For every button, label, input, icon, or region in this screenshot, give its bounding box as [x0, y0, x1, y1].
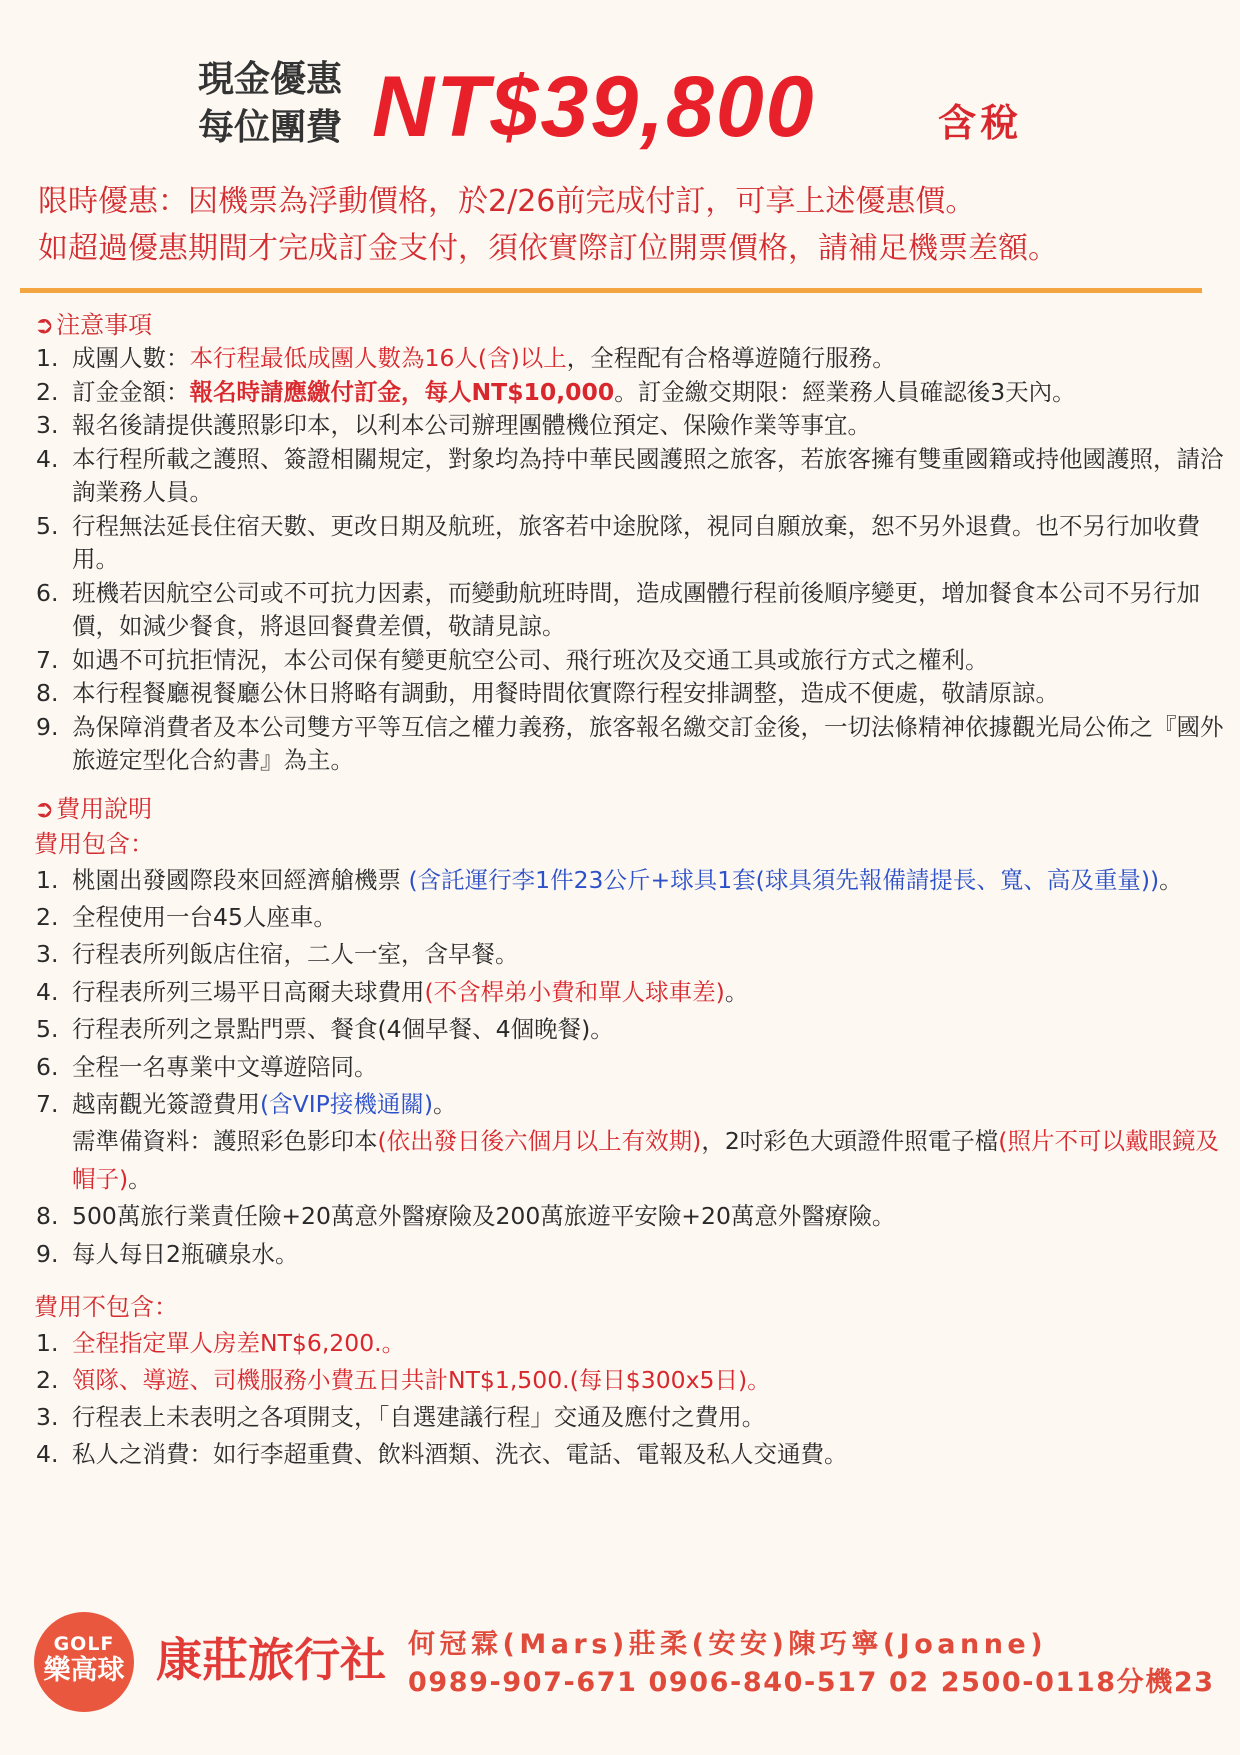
list-item — [34, 862, 1224, 899]
item-number: 8. — [36, 1202, 59, 1231]
item-text: 。 — [128, 1164, 152, 1193]
item-number: 3. — [36, 411, 59, 439]
item-label: 成團人數： — [72, 344, 190, 372]
included-title: 費用包含： — [34, 829, 154, 858]
item-text: 桃園出發國際段來回經濟艙機票 — [72, 865, 409, 894]
contacts — [408, 1626, 1215, 1702]
price-caption-line2: 每位團費 — [198, 107, 343, 148]
agency-name: 康莊旅行社 — [156, 1633, 386, 1687]
promo-line2: 如超過優惠期間才完成訂金支付，須依實際訂位開票價格，請補足機票差額。 — [38, 231, 1058, 266]
contact-phones: 0989-907-671 0906-840-517 02 2500-0118分機23 — [408, 1667, 1215, 1698]
list-item — [34, 936, 1224, 973]
notes-heading — [34, 308, 1224, 342]
contact-names: 何冠霖(Mars)莊柔(安安)陳巧寧(Joanne) — [408, 1629, 1048, 1660]
item-number: 1. — [36, 344, 59, 372]
tax-label: 含稅 — [938, 101, 1023, 145]
fees-heading — [34, 792, 1224, 826]
item-note: (含託運行李1件23公斤+球具1套(球具須先報備請提長、寬、高及重量)) — [408, 865, 1160, 894]
list-item — [34, 1198, 1224, 1235]
promo-notice — [38, 178, 1218, 272]
notes-list — [34, 342, 1224, 778]
item-number: 5. — [36, 511, 59, 540]
item-number: 6. — [36, 578, 59, 607]
logo-golf-text: GOLF — [53, 1633, 115, 1655]
item-text: 本行程所載之護照、簽證相關規定，對象均為持中華民國護照之旅客，若旅客擁有雙重國籍或持他國護照，請洽詢業務人員。 — [72, 444, 1224, 506]
list-item — [34, 1049, 1224, 1086]
item-text: ，2吋彩色大頭證件照電子檔 — [701, 1127, 999, 1156]
item-number: 8. — [36, 679, 59, 707]
notes-title: 注意事項 — [56, 311, 153, 339]
item-text: 為保障消費者及本公司雙方平等互信之權力義務，旅客報名繳交訂金後，一切法條精神依據觀光局公佈之『國外旅遊定型化合約書』為主。 — [72, 712, 1224, 774]
item-text: 全程使用一台45人座車。 — [72, 902, 337, 931]
arrow-icon: ➲ — [34, 794, 55, 823]
item-text: 行程表所列三場平日高爾夫球費用 — [72, 977, 425, 1006]
list-item — [34, 899, 1224, 936]
price-caption — [198, 56, 368, 152]
item-highlight: 報名時請應繳付訂金，每人NT$10,000 — [189, 377, 615, 406]
item-label: 訂金金額： — [72, 377, 190, 406]
list-item — [34, 1399, 1224, 1436]
list-item — [34, 510, 1224, 577]
item-number: 3. — [36, 1402, 59, 1431]
item-number: 5. — [36, 1015, 59, 1044]
included-list — [34, 862, 1224, 1273]
item-text: 需準備資料：護照彩色影印本 — [72, 1127, 378, 1156]
item-number: 1. — [36, 1328, 59, 1357]
price-caption-line1: 現金優惠 — [198, 59, 343, 100]
item-note: (含VIP接機通關) — [260, 1089, 434, 1118]
item-text: 全程一名專業中文導遊陪同。 — [72, 1052, 378, 1081]
list-item — [34, 342, 1224, 376]
logo-brand-text: 樂高球 — [43, 1655, 125, 1686]
item-number: 6. — [36, 1052, 59, 1081]
item-text: 行程表上未表明之各項開支，「自選建議行程」交通及應付之費用。 — [72, 1402, 766, 1431]
item-highlight: 本行程最低成團人數為16人(含)以上 — [189, 344, 567, 372]
item-text: 。 — [724, 977, 749, 1006]
item-number: 4. — [36, 977, 59, 1006]
golf-logo — [34, 1612, 134, 1712]
list-item — [34, 1436, 1224, 1473]
excluded-title: 費用不包含： — [34, 1292, 178, 1321]
item-text: 越南觀光簽證費用 — [72, 1089, 260, 1118]
divider — [20, 288, 1202, 293]
list-item — [34, 1362, 1224, 1399]
item-text: 。訂金繳交期限：經業務人員確認後3天內。 — [614, 377, 1076, 406]
item-number: 7. — [36, 645, 59, 674]
item-number: 9. — [36, 712, 59, 741]
item-number: 1. — [36, 865, 59, 894]
item-text: 500萬旅行業責任險+20萬意外醫療險及200萬旅遊平安險+20萬意外醫療險。 — [72, 1202, 896, 1231]
list-item — [34, 1086, 1224, 1198]
item-text: 行程表所列之景點門票、餐食(4個早餐、4個晚餐)。 — [72, 1015, 614, 1044]
item-number: 2. — [36, 902, 59, 931]
list-item — [34, 443, 1224, 510]
item-text: 報名後請提供護照影印本，以利本公司辦理團體機位預定、保險作業等事宜。 — [72, 411, 871, 439]
item-text: 。 — [433, 1089, 457, 1118]
content — [34, 308, 1224, 1473]
item-text: 行程無法延長住宿天數、更改日期及航班，旅客若中途脫隊，視同自願放棄，恕不另外退費。也不另行加收費用。 — [72, 511, 1200, 573]
item-number: 7. — [36, 1089, 59, 1118]
item-note: (照片不可以戴眼鏡及帽子) — [72, 1127, 1219, 1193]
item-text: ，全程配有合格導遊隨行服務。 — [566, 344, 896, 372]
item-text: 本行程餐廳視餐廳公休日將略有調動，用餐時間依實際行程安排調整，造成不便處，敬請原諒。 — [72, 679, 1059, 707]
price-amount: NT$39,800 — [372, 59, 816, 155]
list-item — [34, 1236, 1224, 1273]
item-text: 每人每日2瓶礦泉水。 — [72, 1239, 299, 1268]
list-item — [34, 1325, 1224, 1362]
item-number: 3. — [36, 940, 59, 969]
list-item — [34, 711, 1224, 778]
promo-line1: 限時優惠：因機票為浮動價格，於2/26前完成付訂，可享上述優惠價。 — [38, 184, 976, 219]
item-text: 如遇不可抗拒情況，本公司保有變更航空公司、飛行班次及交通工具或旅行方式之權利。 — [72, 645, 989, 674]
list-item — [34, 409, 1224, 443]
excluded-list — [34, 1325, 1224, 1473]
item-text: 私人之消費：如行李超重費、飲料酒類、洗衣、電話、電報及私人交通費。 — [72, 1439, 848, 1468]
item-text: 領隊、導遊、司機服務小費五日共計NT$1,500.(每日$300x5日)。 — [72, 1365, 771, 1394]
list-item — [34, 1011, 1224, 1048]
item-text: 行程表所列飯店住宿，二人一室，含早餐。 — [72, 940, 519, 969]
item-number: 9. — [36, 1239, 59, 1268]
list-item — [34, 376, 1224, 410]
item-note: (依出發日後六個月以上有效期) — [377, 1127, 702, 1156]
fees-title: 費用說明 — [56, 794, 153, 823]
arrow-icon: ➲ — [34, 311, 55, 339]
list-item — [34, 577, 1224, 644]
item-text: 班機若因航空公司或不可抗力因素，而變動航班時間，造成團體行程前後順序變更，增加餐食本公司不另行加價，如減少餐食，將退回餐費差價，敬請見諒。 — [72, 578, 1200, 640]
list-item — [34, 677, 1224, 711]
item-number: 4. — [36, 444, 59, 473]
item-number: 4. — [36, 1439, 59, 1468]
item-text: 。 — [1159, 865, 1183, 894]
item-number: 2. — [36, 1365, 59, 1394]
item-note: (不含桿弟小費和單人球車差) — [424, 977, 725, 1006]
list-item — [34, 644, 1224, 678]
list-item — [34, 974, 1224, 1011]
item-text: 全程指定單人房差NT$6,200.。 — [72, 1328, 406, 1357]
item-number: 2. — [36, 377, 59, 406]
